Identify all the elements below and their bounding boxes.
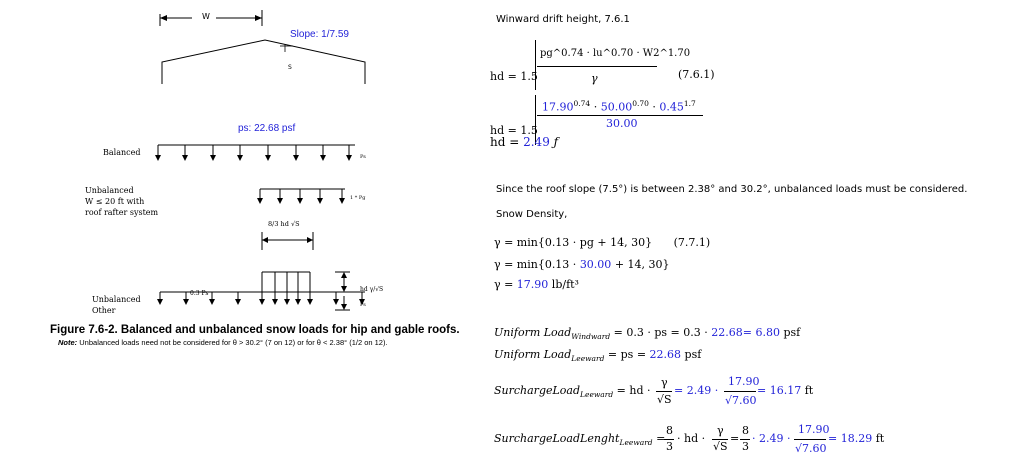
eq2-left: hd = 1.5 — [490, 124, 538, 137]
len-f2-num: 8 — [742, 424, 749, 437]
slope-sentence: Since the roof slope (7.5°) is between 2.38° and 30.2°, unbalanced loads must be considered. — [496, 184, 968, 195]
sl-result: = 16.17 — [757, 384, 802, 397]
eq2-w2: 0.45 — [659, 100, 684, 114]
sl-frac-bar — [656, 391, 672, 392]
w-label: W — [202, 12, 210, 21]
uw-sub: Windward — [571, 332, 611, 342]
surcharge-length — [494, 432, 665, 447]
gamma-eq3 — [494, 278, 579, 291]
uw-label: Uniform Load — [494, 326, 572, 339]
uniform-leeward — [494, 348, 701, 363]
note-text: Unbalanced loads need not be considered for θ > 30.2° (7 on 12) or for θ < 2.38° (1/2 on 12). — [79, 338, 388, 347]
sl-frac-bar2 — [724, 391, 756, 392]
sl-eq: = hd · — [616, 384, 651, 397]
len-eq3: = — [730, 432, 740, 445]
len-eq1: = — [656, 432, 666, 445]
unbalanced-other-1: Unbalanced — [92, 295, 141, 304]
len-d: √7.60 — [795, 442, 827, 455]
gamma-eq2-a: γ = min{0.13 · — [494, 258, 577, 271]
note-label: Note: — [58, 338, 78, 347]
eq1-reference: (7.6.1) — [678, 68, 715, 81]
len-f-num: 8 — [666, 424, 673, 437]
gamma-eq1-text: γ = min{0.13 · pg + 14, 30} — [494, 236, 653, 249]
eight-thirds-label: 8/3 hd √S — [268, 220, 300, 228]
gamma-eq2-c: + 14, 30} — [614, 258, 670, 271]
unbalanced-other-2: Other — [92, 306, 116, 315]
ul-unit: psf — [684, 348, 702, 361]
eq1-root — [535, 40, 536, 90]
gamma-eq1-ref: (7.7.1) — [673, 236, 711, 249]
eq3-left: hd = — [490, 135, 520, 149]
gamma-eq2 — [494, 258, 670, 271]
uw-ps: 22.68 — [711, 326, 743, 339]
eq2-exp-b: 0.70 — [632, 99, 649, 108]
hd-root-s-label: hd γ/√S — [360, 286, 384, 293]
surcharge-load — [494, 384, 651, 399]
slope-s: S — [288, 64, 292, 71]
eq2-fraction-bar — [537, 115, 703, 116]
len-hd: · 2.49 · — [752, 432, 791, 445]
eq1-fraction-bar — [537, 66, 657, 67]
sl-frac-num: γ — [661, 376, 668, 389]
sl-hd: = 2.49 · — [674, 384, 719, 397]
ul-sub: Leeward — [571, 354, 605, 364]
gamma-eq3-b: 17.90 — [516, 278, 549, 291]
sl-label: SurchargeLoad — [494, 384, 581, 397]
eq2-exp-a: 0.74 — [573, 99, 591, 108]
ul-eq: = ps = — [607, 348, 647, 361]
len-f-den: 3 — [666, 440, 673, 453]
eq2-numerator: $17.90^{0.74} \cdot 50.00^{0.70} \cdot 0.45^{1.7}$ — [542, 99, 696, 114]
sl-unit: ft — [804, 384, 814, 397]
len-g-num: γ — [717, 424, 724, 437]
gamma-eq3-a: γ = — [494, 278, 514, 291]
eq3-result — [490, 135, 558, 149]
eq2-exp-c: 1.7 — [683, 99, 696, 108]
ps-right-label: Ps — [360, 302, 366, 308]
uw-result: = 6.80 — [742, 326, 780, 339]
pt3-ps-label: 0.3 Ps — [190, 290, 209, 297]
sl-result-wrap — [757, 384, 813, 397]
eq1-numerator: pg^0.74 · lu^0.70 · W2^1.70 — [540, 48, 691, 59]
figure-note — [58, 338, 388, 347]
eq2-pg: 17.90 — [542, 100, 574, 114]
eq1-left: hd = 1.5 — [490, 70, 538, 83]
eq1-denominator: γ — [591, 72, 598, 85]
drift-title: Winward drift height, 7.6.1 — [496, 14, 630, 25]
uniform-windward — [494, 326, 800, 341]
unbalanced-top-2: W ≤ 20 ft with — [85, 197, 145, 206]
len-g-den: √S — [713, 440, 728, 453]
len-bar — [794, 439, 826, 440]
gamma-eq3-c: lb/ft³ — [551, 278, 579, 291]
ul-label: Uniform Load — [494, 348, 572, 361]
len-n: 17.90 — [798, 423, 830, 436]
len-unit: ft — [875, 432, 885, 445]
ul-val: 22.68 — [649, 348, 682, 361]
eq3-unit: ƒ — [553, 135, 559, 149]
len-result: = 18.29 — [828, 432, 873, 445]
balanced-label: Balanced — [103, 148, 141, 157]
ps-small-label: Ps — [360, 154, 366, 160]
eq3-value: 2.49 — [523, 135, 550, 149]
eq2-lu: 50.00 — [600, 100, 633, 114]
eq2-denominator: 30.00 — [606, 117, 638, 130]
figure-drawing — [0, 0, 470, 471]
one-ps-label: 1 * Pg — [350, 195, 366, 201]
slope-label: Slope: 1/7.59 — [290, 29, 349, 40]
sl-num2: 17.90 — [728, 375, 760, 388]
unbalanced-top-1: Unbalanced — [85, 186, 134, 195]
figure-caption: Figure 7.6-2. Balanced and unbalanced snow loads for hip and gable roofs. — [50, 324, 460, 336]
unbalanced-top-3: roof rafter system — [85, 208, 159, 217]
snow-load-figure — [0, 0, 470, 471]
len-sub: Leeward — [619, 438, 653, 448]
len-label: SurchargeLoadLenght — [494, 432, 620, 445]
sl-frac-den: √S — [657, 393, 672, 406]
len-eq2: · hd · — [677, 432, 706, 445]
uw-eq: = 0.3 · ps = 0.3 · — [613, 326, 708, 339]
balanced-load-arrows — [155, 145, 352, 161]
gamma-eq2-b: 30.00 — [579, 258, 612, 271]
sl-den2: √7.60 — [725, 394, 757, 407]
len-result-wrap — [828, 432, 884, 445]
snow-density-label: Snow Density, — [496, 209, 568, 220]
len-f2-den: 3 — [742, 440, 749, 453]
gamma-eq1 — [494, 236, 710, 249]
sl-sub: Leeward — [580, 390, 614, 400]
ps-label: ps: 22.68 psf — [238, 123, 296, 134]
uw-unit: psf — [783, 326, 801, 339]
